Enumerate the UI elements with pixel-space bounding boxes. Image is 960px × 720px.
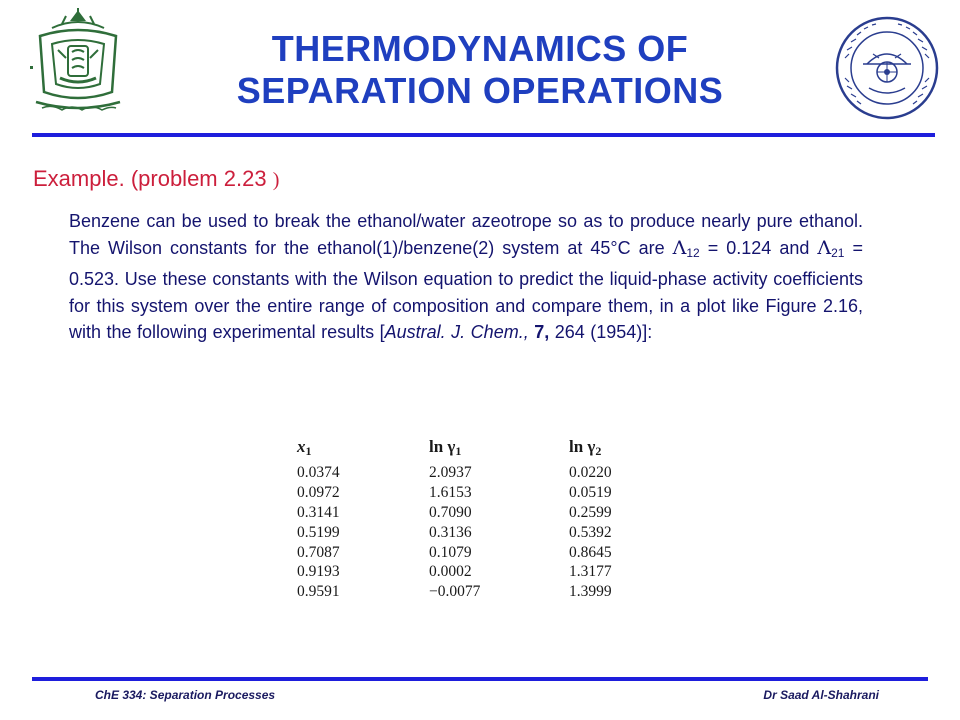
cell-ln-gamma2: 0.0519 <box>569 483 612 501</box>
cell-ln-gamma1: 0.7090 <box>429 503 472 521</box>
footer-divider <box>32 677 928 681</box>
table-row <box>289 463 649 483</box>
cell-ln-gamma1: −0.0077 <box>429 583 481 601</box>
slide-title-line2: SEPARATION OPERATIONS <box>236 70 724 111</box>
table-row <box>289 562 649 582</box>
subscript-21: 21 <box>831 245 845 260</box>
cell-x1: 0.7087 <box>297 543 340 561</box>
university-emblem-logo <box>22 6 134 122</box>
cell-ln-gamma2: 1.3177 <box>569 563 612 581</box>
cell-ln-gamma1: 1.6153 <box>429 483 472 501</box>
cell-ln-gamma1: 0.3136 <box>429 523 472 541</box>
cell-ln-gamma2: 0.0220 <box>569 463 612 481</box>
header-x1: $x_1$ <box>297 437 312 458</box>
cell-x1: 0.5199 <box>297 523 340 541</box>
header-divider <box>32 133 935 137</box>
table-row <box>289 582 649 602</box>
data-table <box>289 437 649 602</box>
subscript-12: 12 <box>686 245 700 260</box>
slide-title <box>150 28 810 112</box>
example-close-paren: ) <box>272 169 280 191</box>
cell-ln-gamma1: 0.1079 <box>429 543 472 561</box>
example-label: Example. (problem 2.23 <box>33 166 267 191</box>
problem-text-part1: Benzene can be used to break the ethanol/water azeotrope so as to produce nearly pure ethanol. The Wilson constants for the ethanol(1)/benzene(2) system at 45°C are <box>69 211 863 258</box>
example-heading <box>33 165 279 194</box>
experimental-data-table <box>289 437 649 602</box>
department-seal-logo <box>833 14 941 122</box>
cell-ln-gamma2: 0.2599 <box>569 503 612 521</box>
table-row <box>289 503 649 523</box>
problem-text-part2: = 0.124 and <box>699 237 818 258</box>
table-row <box>289 483 649 503</box>
cell-x1: 0.3141 <box>297 503 340 521</box>
course-footer: ChE 334: Separation Processes <box>95 688 276 702</box>
table-header-row <box>289 437 649 463</box>
cell-x1: 0.0972 <box>297 483 340 501</box>
problem-text-part3: = 0.523. Use these constants with the Wilson equation to predict the liquid-phase activity coefficients for this system over the entire range of composition and compare them, in a plot like Figure 2.16, with the following experimental results [ <box>69 237 863 342</box>
cell-ln-gamma2: 1.3999 <box>569 583 612 601</box>
cell-x1: 0.9193 <box>297 563 340 581</box>
journal-volume: 7, <box>528 322 550 342</box>
header-ln-gamma2: $\ln \gamma_2$ <box>569 437 602 458</box>
cell-ln-gamma2: 0.5392 <box>569 523 612 541</box>
problem-text-part4: 264 (1954)]: <box>549 322 653 342</box>
problem-statement <box>69 208 863 346</box>
lambda-symbol-12: Λ <box>672 236 687 259</box>
table-row <box>289 523 649 543</box>
header-ln-gamma1: $\ln \gamma_1$ <box>429 437 462 458</box>
author-footer: Dr Saad Al-Shahrani <box>763 688 879 702</box>
table-row <box>289 543 649 563</box>
cell-x1: 0.0374 <box>297 463 340 481</box>
slide-title-line1: THERMODYNAMICS OF <box>271 28 689 69</box>
cell-ln-gamma1: 0.0002 <box>429 563 472 581</box>
cell-ln-gamma2: 0.8645 <box>569 543 612 561</box>
cell-x1: 0.9591 <box>297 583 340 601</box>
journal-name: Austral. J. Chem., <box>384 322 529 342</box>
cell-ln-gamma1: 2.0937 <box>429 463 472 481</box>
lambda-symbol-21: Λ <box>817 236 832 259</box>
